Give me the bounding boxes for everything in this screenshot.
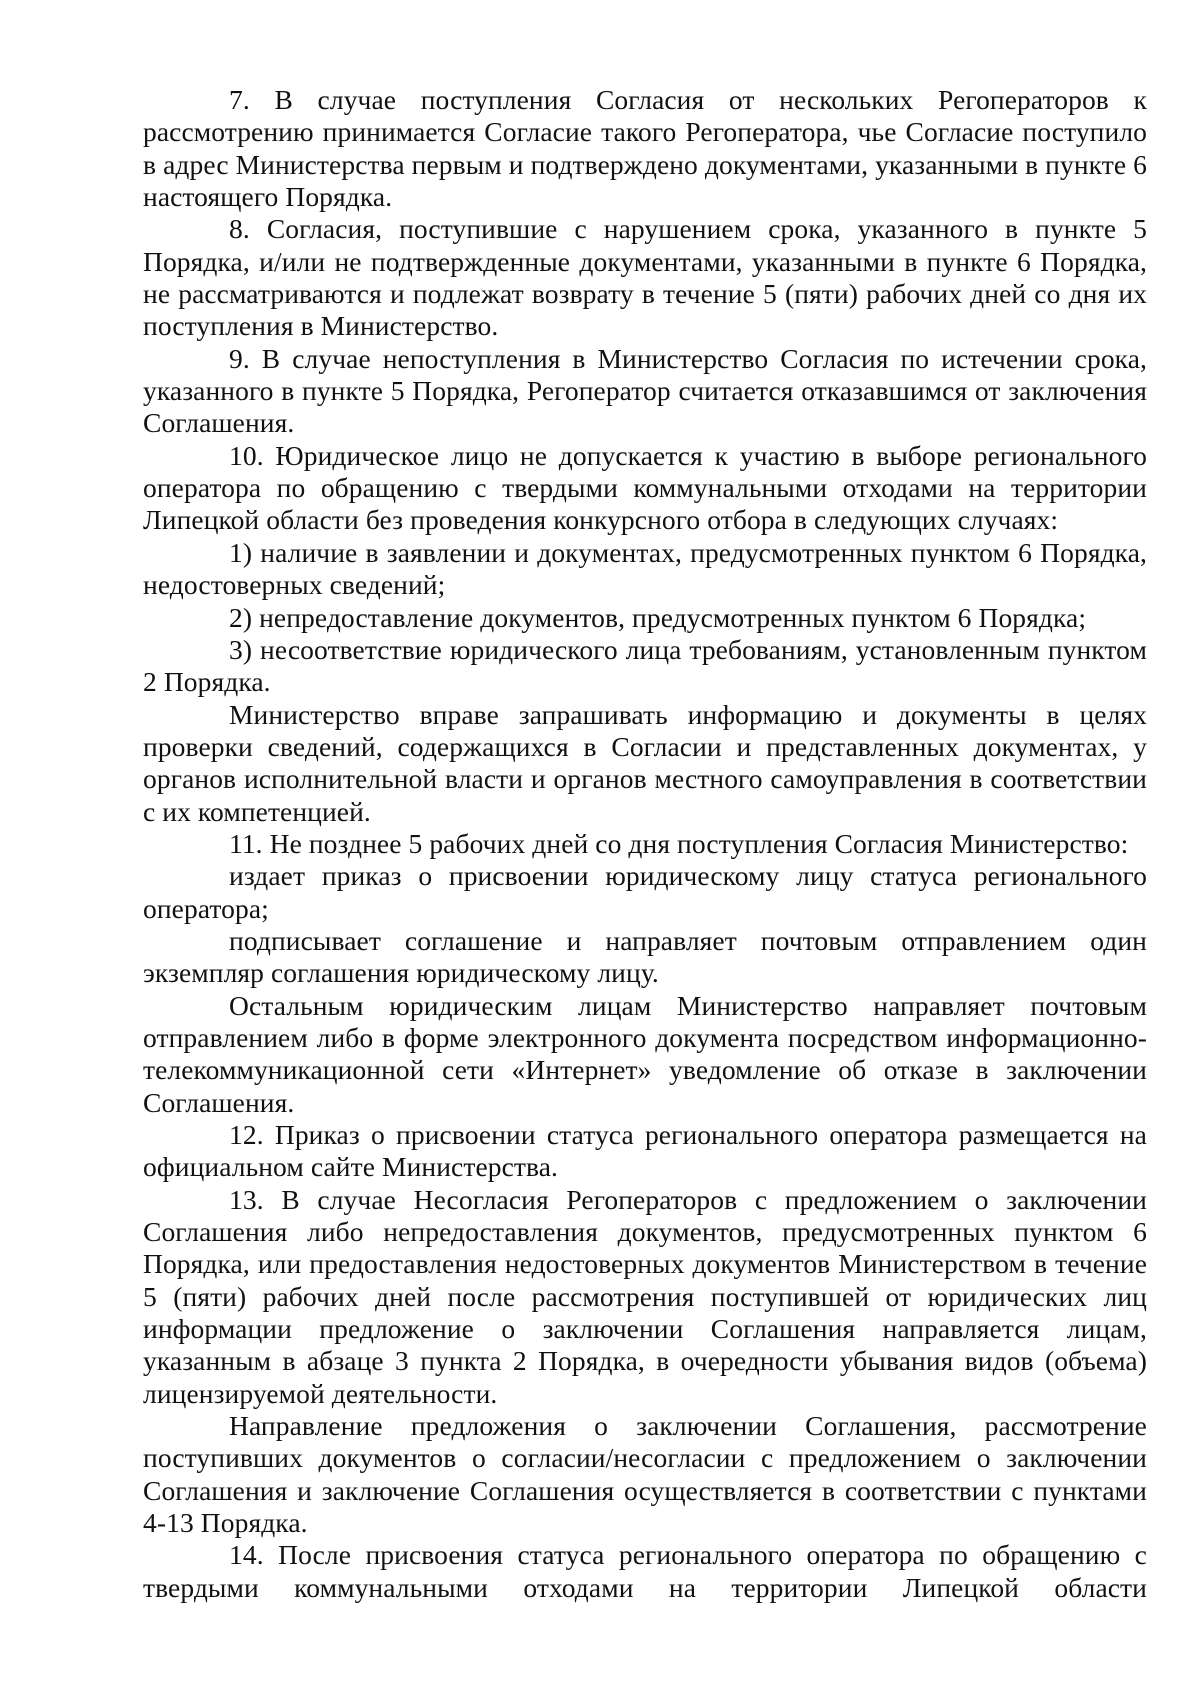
- paragraph-10-item-2: 2) непредоставление документов, предусмотренных пунктом 6 Порядка;: [229, 601, 1087, 633]
- paragraph-10: 10. Юридическое лицо не допускается к участию в выборе регионального оператора по обращению с твердыми коммунальными отходами на территории Липецкой области без проведения конкурсного отбора в следующих случаях:: [143, 439, 1147, 536]
- document-page: [143, 84, 1147, 1604]
- paragraph-14: 14. После присвоения статуса регионального оператора по обращению с твердыми коммунальными отходами на территории Липецкой области: [143, 1539, 1147, 1603]
- paragraph-10-item-3: 3) несоответствие юридического лица требованиям, установленным пунктом 2 Порядка.: [143, 633, 1147, 698]
- paragraph-11-sign: подписывает соглашение и направляет почтовым отправлением один экземпляр соглашения юридическому лицу.: [143, 924, 1147, 989]
- paragraph-9: 9. В случае непоступления в Министерство Согласия по истечении срока, указанного в пункте 5 Порядка, Регоператор считается отказавшимся от заключения Соглашения.: [143, 342, 1147, 439]
- paragraph-12: 12. Приказ о присвоении статуса регионального оператора размещается на официальном сайте Министерства.: [143, 1119, 1147, 1183]
- paragraph-7: 7. В случае поступления Согласия от нескольких Регоператоров к рассмотрению принимается Согласие такого Регоператора, чье Согласие поступило в адрес Министерства первым и подтверждено документами, указанными в пункте 6 настоящего Порядка.: [143, 84, 1147, 213]
- paragraph-ministry-request: Министерство вправе запрашивать информацию и документы в целях проверки сведений, содержащихся в Согласии и представленных документах, у органов исполнительной власти и органов местного самоуправления в соответствии с их компетенцией.: [143, 698, 1147, 827]
- paragraph-11: 11. Не позднее 5 рабочих дней со дня поступления Согласия Министерство:: [229, 827, 1129, 859]
- paragraph-13-direction: Направление предложения о заключении Соглашения, рассмотрение поступивших документов о согласии/несогласии с предложением о заключении Соглашения и заключение Соглашения осуществляется в соответствии с пунктами 4-13 Порядка.: [143, 1410, 1147, 1539]
- paragraph-13: 13. В случае Несогласия Регоператоров с предложением о заключении Соглашения либо непредоставления документов, предусмотренных пунктом 6 Порядка, или предоставления недостоверных документов Министерством в течение 5 (пяти) рабочих дней после рассмотрения поступившей от юридических лиц информации предложение о заключении Соглашения направляется лицам, указанным в абзаце 3 пункта 2 Порядка, в очередности убывания видов (объема) лицензируемой деятельности.: [143, 1183, 1147, 1409]
- paragraph-10-item-1: 1) наличие в заявлении и документах, предусмотренных пунктом 6 Порядка, недостоверных сведений;: [143, 536, 1147, 601]
- paragraph-8: 8. Согласия, поступившие с нарушением срока, указанного в пункте 5 Порядка, и/или не подтвержденные документами, указанными в пункте 6 Порядка, не рассматриваются и подлежат возврату в течение 5 (пяти) рабочих дней со дня их поступления в Министерство.: [143, 213, 1147, 342]
- paragraph-11-order: издает приказ о присвоении юридическому лицу статуса регионального оператора;: [143, 860, 1147, 924]
- paragraph-11-others: Остальным юридическим лицам Министерство направляет почтовым отправлением либо в форме электронного документа посредством информационно-телекоммуникационной сети «Интернет» уведомление об отказе в заключении Соглашения.: [143, 989, 1147, 1118]
